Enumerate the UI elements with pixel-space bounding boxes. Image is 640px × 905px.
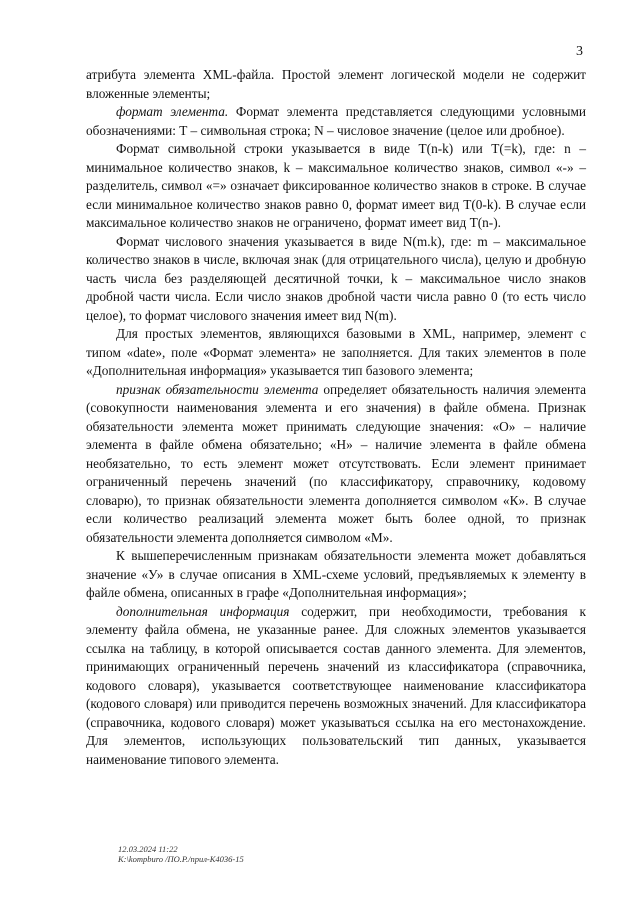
paragraph-7 [86, 547, 586, 603]
footer-date: 12.03.2024 11:22 [118, 844, 178, 854]
footer-stamp [118, 844, 244, 864]
paragraph-6 [86, 381, 586, 548]
paragraph-8 [86, 603, 586, 770]
term-additional-info: дополнительная информация [116, 603, 290, 619]
term-obligation-flag: признак обязательности элемента [116, 381, 319, 397]
body-text [86, 66, 586, 769]
paragraph-4 [86, 233, 586, 326]
paragraph-4-text: Формат числового значения указывается в виде N(m.k), где: m – максимальное количество знаков в числе, включая знак (для отрицательного числа), целую и дробную часть числа без разделяющей десятичной точки, k – максимальное число знаков дробной части числа. Если число знаков дробной части числа равно 0 (то есть число целое), то формат числового значения имеет вид N(m). [86, 233, 586, 323]
paragraph-5 [86, 325, 586, 381]
paragraph-5-text: Для простых элементов, являющихся базовыми в XML, например, элемент с типом «date», поле «Формат элемента» не заполняется. Для таких элементов в поле «Дополнительная информация» указывается тип базового элемента; [86, 326, 586, 378]
paragraph-2 [86, 103, 586, 140]
paragraph-1-text: атрибута элемента XML-файла. Простой элемент логической модели не содержит вложенные элементы; [86, 67, 586, 101]
paragraph-2-text: Формат элемента представляется следующими условными обозначениями: T – символьная строка; N – числовое значение (целое или дробное). [86, 104, 586, 138]
paragraph-3-text: Формат символьной строки указывается в виде T(n-k) или T(=k), где: n – минимальное количество знаков, k – максимальное количество знаков, символ «-» – разделитель, символ «=» означает фиксированное количество знаков в строке. В случае если минимальное количество знаков равно 0, формат имеет вид T(0-k). В случае если максимальное количество знаков не ограничено, формат имеет вид T(n-). [86, 141, 586, 230]
footer-path: К:\kompburo /ПО.P./прил-К4036-15 [118, 854, 244, 864]
paragraph-1 [86, 66, 586, 103]
paragraph-8-text: содержит, при необходимости, требования к элементу файла обмена, не указанные ранее. Для сложных элементов указывается ссылка на таблицу, в которой описывается состав данного элемента. Для элементов, принимающих ограниченный перечень значений из классификатора (справочника, кодового словаря), указывается соответствующее наименование классификатора (кодового словаря) или приводится перечень возможных значений. Для классификатора (справочника, кодового словаря) может указываться ссылка на его местонахождение. Для элементов, использующих пользовательский тип данных, указывается наименование типового элемента. [86, 603, 586, 767]
paragraph-3 [86, 140, 586, 233]
paragraph-7-text: К вышеперечисленным признакам обязательности элемента может добавляться значение «У» в случае описания в XML-схеме условий, предъявляемых к элементу в файле обмена, описанных в графе «Дополнительная информация»; [86, 548, 586, 600]
paragraph-6-text: определяет обязательность наличия элемента (совокупности наименования элемента и его значения) в файле обмена. Признак обязательности элемента может принимать следующие значения: «О» – наличие элемента в файле обмена обязательно; «Н» – наличие элемента в файле обмена необязательно, то есть элемент может отсутствовать. Если элемент принимает ограниченный перечень значений (по классификатору, справочнику, кодовому словарю), то признак обязательности элемента дополняется символом «К». В случае если количество реализаций элемента может быть более одной, то признак обязательности элемента дополняется символом «М». [86, 381, 586, 545]
page-number: 3 [576, 44, 583, 59]
term-element-format: формат элемента. [116, 104, 229, 119]
